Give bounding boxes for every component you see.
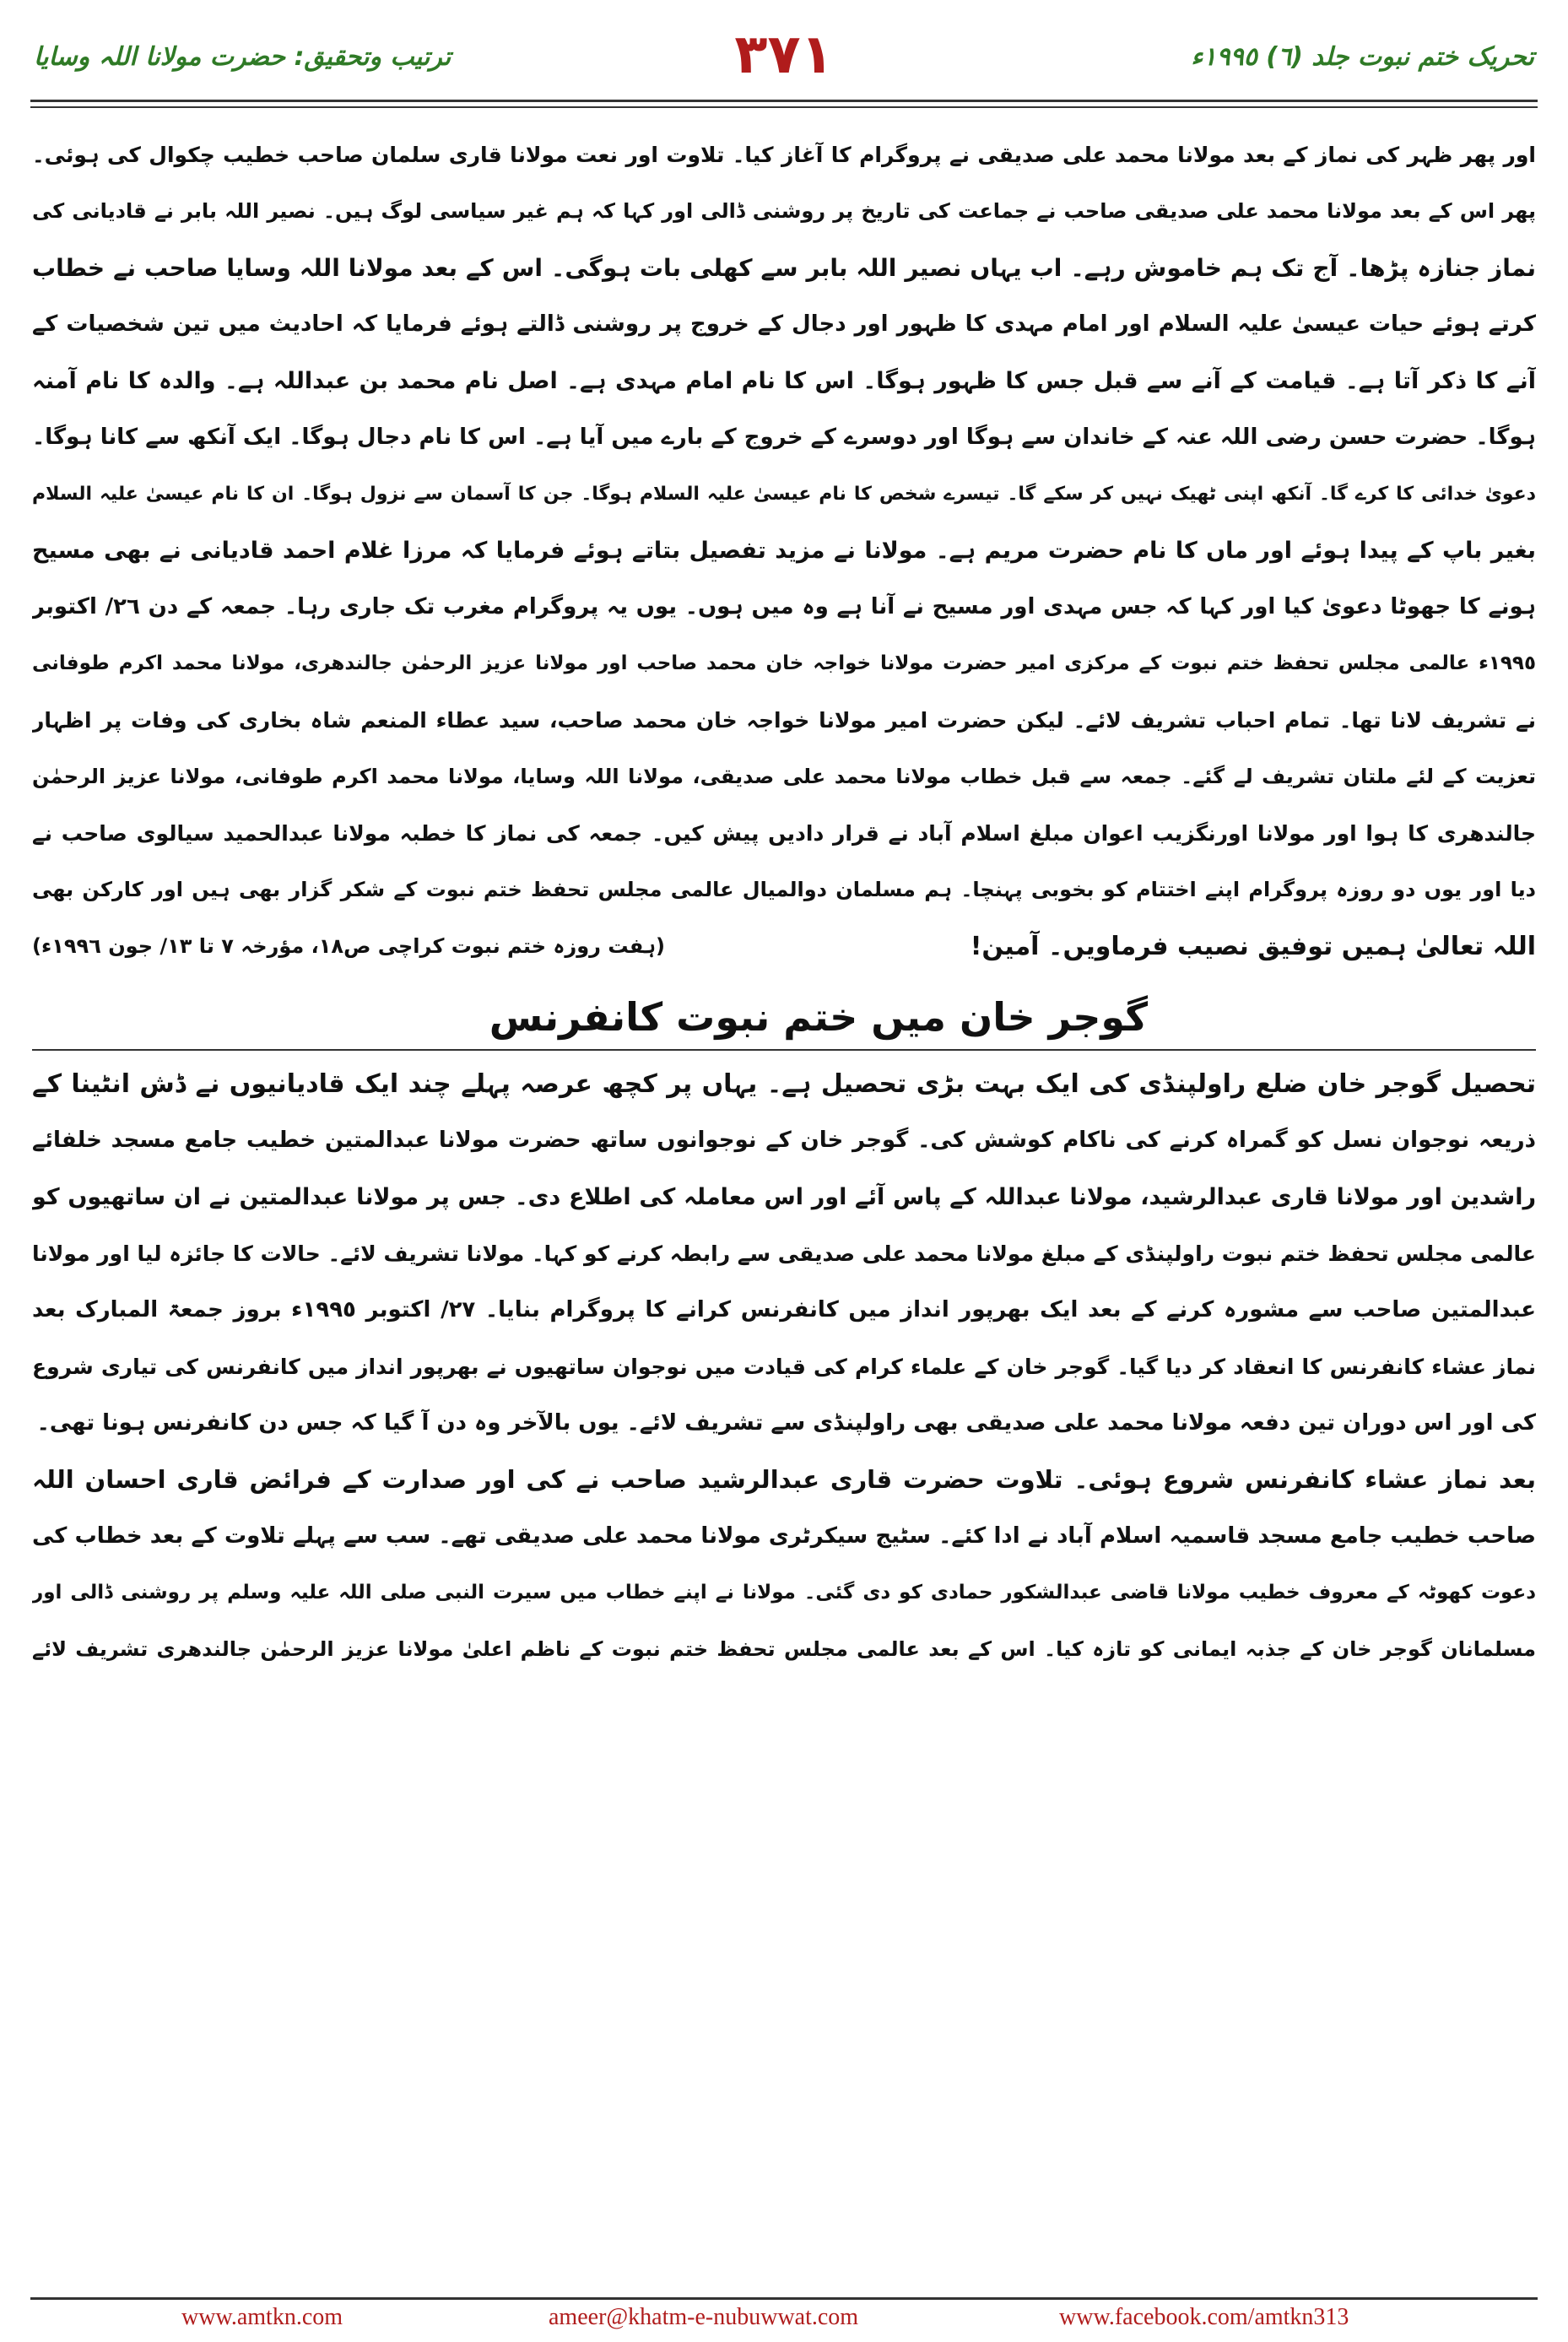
paragraph-line: کی اور اس دوران تین دفعہ مولانا محمد علی صدیقی بھی راولپنڈی سے تشریف لائے۔ یوں بالآخر وہ دن آ گیا کہ جس دن کانفرنس ہونا تھی۔ [36,1410,1536,1436]
paragraph-line: ہونے کا جھوٹا دعویٰ کیا اور کہا کہ جس مہدی اور مسیح نے آنا ہے وہ میں ہوں۔ یوں یہ پروگرام مغرب تک جاری رہا۔ جمعہ کے دن ٢٦/ اکتوبر [32,594,1536,619]
header-rule [30,100,1538,102]
paragraph-line: ١٩٩٥ء عالمی مجلس تحفظ ختم نبوت کے مرکزی امیر حضرت مولانا خواجہ خان محمد صاحب اور مولانا عزیز الرحمٰن جالندھری، مولانا محمد اکرم طوفانی [32,652,1536,674]
email-link[interactable]: ameer@khatm-e-nubuwwat.com [549,2304,859,2330]
paragraph-line: تعزیت کے لئے ملتان تشریف لے گئے۔ جمعہ سے قبل خطاب مولانا محمد علی صدیقی، مولانا اللہ وسایا، مولانا محمد اکرم طوفانی، مولانا عزیز الرحمٰن [32,765,1536,788]
source-citation: (ہفت روزہ ختم نبوت کراچی ص١٨، مؤرخہ ٧ تا ١٣/ جون ١٩٩٦ء) [32,934,666,958]
footer-rule [30,2297,1538,2300]
book-title: تحریک ختم نبوت جلد (٦) ١٩٩٥ء [1191,42,1534,72]
header-rule-inner [30,106,1538,108]
paragraph-line: کرتے ہوئے حیات عیسیٰ علیہ السلام اور امام مہدی کا ظہور اور دجال کے خروج پر روشنی ڈالتے ہوئے فرمایا کہ احادیث میں تین شخصیات کے [32,311,1536,337]
paragraph-line: پھر اس کے بعد مولانا محمد علی صدیقی صاحب نے جماعت کی تاریخ پر روشنی ڈالی اور کہا کہ ہم غیر سیاسی لوگ ہیں۔ نصیر اللہ بابر نے قادیانی کی [32,199,1536,223]
paragraph-line: نماز جنازہ پڑھا۔ آج تک ہم خاموش رہے۔ اب یہاں نصیر اللہ بابر سے کھلی بات ہوگی۔ اس کے بعد مولانا اللہ وسایا صاحب نے خطاب [32,254,1536,282]
facebook-link[interactable]: www.facebook.com/amtkn313 [1059,2304,1349,2330]
section-heading: گوجر خان میں ختم نبوت کانفرنس [489,994,1148,1040]
paragraph-line: بغیر باپ کے پیدا ہوئے اور ماں کا نام حضرت مریم ہے۔ مولانا نے مزید تفصیل بتاتے ہوئے فرمایا کہ مرزا غلام احمد قادیانی نے بھی مسیح [32,538,1536,564]
paragraph-line: نے تشریف لانا تھا۔ تمام احباب تشریف لائے۔ لیکن حضرت امیر مولانا خواجہ خان محمد صاحب، سید عطاء المنعم شاہ بخاری کی وفات پر اظہار [32,708,1536,733]
page-number: ٣٧١ [734,24,834,86]
paragraph-line: دیا اور یوں دو روزہ پروگرام اپنے اختتام کو بخوبی پہنچا۔ ہم مسلمان دوالمیال عالمی مجلس تحفظ ختم نبوت کے شکر گزار بھی ہیں اور کارکن بھی [32,878,1536,901]
paragraph-line: مسلمانان گوجر خان کے جذبہ ایمانی کو تازہ کیا۔ اس کے بعد عالمی مجلس تحفظ ختم نبوت کے ناظم اعلیٰ مولانا عزیز الرحمٰن جالندھری تشریف لائے [32,1637,1536,1661]
paragraph-line: جالندھری کا ہوا اور مولانا اورنگزیب اعوان مبلغ اسلام آباد نے قرار دادیں پیش کیں۔ جمعہ کی نماز کا خطبہ مولانا عبدالحمید سیالوی صاحب نے [32,821,1536,846]
page-body [32,127,1536,1678]
paragraph-line: دعوت کھوٹہ کے معروف خطیب مولانا قاضی عبدالشکور حمادی کو دی گئی۔ مولانا نے اپنے خطاب میں سیرت النبی صلی اللہ علیہ وسلم پر روشنی ڈالی اور [32,1582,1536,1604]
paragraph-line: تحصیل گوجر خان ضلع راولپنڈی کی ایک بہت بڑی تحصیل ہے۔ یہاں پر کچھ عرصہ پہلے چند ایک قادیانیوں نے ڈش انٹینا کے [32,1069,1536,1099]
closing-line [32,918,1536,975]
section-dawalmiyal-report [32,127,1536,975]
paragraph-line: راشدین اور مولانا قاری عبدالرشید، مولانا عبداللہ کے پاس آئے اور اس معاملہ کی اطلاع دی۔ جس پر مولانا عبدالمتین نے ان ساتھیوں کو [32,1184,1536,1210]
paragraph-line: ہوگا۔ حضرت حسن رضی اللہ عنہ کے خاندان سے ہوگا اور دوسرے کے خروج کے بارے میں آیا ہے۔ اس کا نام دجال ہوگا۔ ایک آنکھ سے کانا ہوگا۔ [32,425,1536,450]
compiler-credit: ترتیب وتحقیق: حضرت مولانا اللہ وسایا [34,42,451,72]
paragraph-line: ذریعہ نوجوان نسل کو گمراہ کرنے کی ناکام کوشش کی۔ گوجر خان کے نوجوانوں ساتھ حضرت مولانا عبدالمتین خطیب جامع مسجد خلفائے [32,1128,1536,1153]
paragraph-line: دعویٰ خدائی کا کرے گا۔ آنکھ اپنی ٹھیک نہیں کر سکے گا۔ تیسرے شخص کا نام عیسیٰ علیہ السلام ہوگا۔ جن کا آسمان سے نزول ہوگا۔ ان کا نام عیسیٰ علیہ السلام [32,484,1536,505]
closing-prayer: اللہ تعالیٰ ہمیں توفیق نصیب فرماویں۔ آمین! [970,932,1536,961]
website-link[interactable]: www.amtkn.com [181,2304,343,2330]
paragraph-line: بعد نماز عشاء کانفرنس شروع ہوئی۔ تلاوت حضرت قاری عبدالرشید صاحب نے کی اور صدارت کے فرائض قاری احسان اللہ [32,1465,1536,1494]
paragraph-line: نماز عشاء کانفرنس کا انعقاد کر دیا گیا۔ گوجر خان کے علماء کرام کی قیادت میں نوجوان ساتھیوں نے بھرپور انداز میں کانفرنس کی تیاری شروع [32,1355,1536,1379]
paragraph-line: عالمی مجلس تحفظ ختم نبوت راولپنڈی کے مبلغ مولانا محمد علی صدیقی سے رابطہ کرنے کو کہا۔ مولانا تشریف لائے۔ حالات کا جائزہ لیا اور مولانا [32,1241,1536,1266]
page-footer [0,2302,1568,2336]
paragraph-line: عبدالمتین صاحب سے مشورہ کرنے کے بعد ایک بھرپور انداز میں کانفرنس کرانے کا پروگرام بنایا۔ ٢٧/ اکتوبر ١٩٩٥ء بروز جمعۃ المبارک بعد [32,1297,1536,1322]
section-gujar-khan-conference [32,1056,1536,1678]
paragraph-line: آنے کا ذکر آتا ہے۔ قیامت کے آنے سے قبل جس کا ظہور ہوگا۔ اس کا نام امام مہدی ہے۔ اصل نام محمد بن عبداللہ ہے۔ والدہ کا نام آمنہ [32,368,1536,394]
paragraph-line: اور پھر ظہر کی نماز کے بعد مولانا محمد علی صدیقی نے پروگرام کا آغاز کیا۔ تلاوت اور نعت مولانا قاری سلمان صاحب خطیب چکوال کی ہوئی۔ [32,143,1536,167]
paragraph-line: صاحب خطیب جامع مسجد قاسمیہ اسلام آباد نے ادا کئے۔ سٹیج سیکرٹری مولانا محمد علی صدیقی تھے۔ سب سے پہلے تلاوت کے بعد خطاب کی [32,1523,1536,1549]
